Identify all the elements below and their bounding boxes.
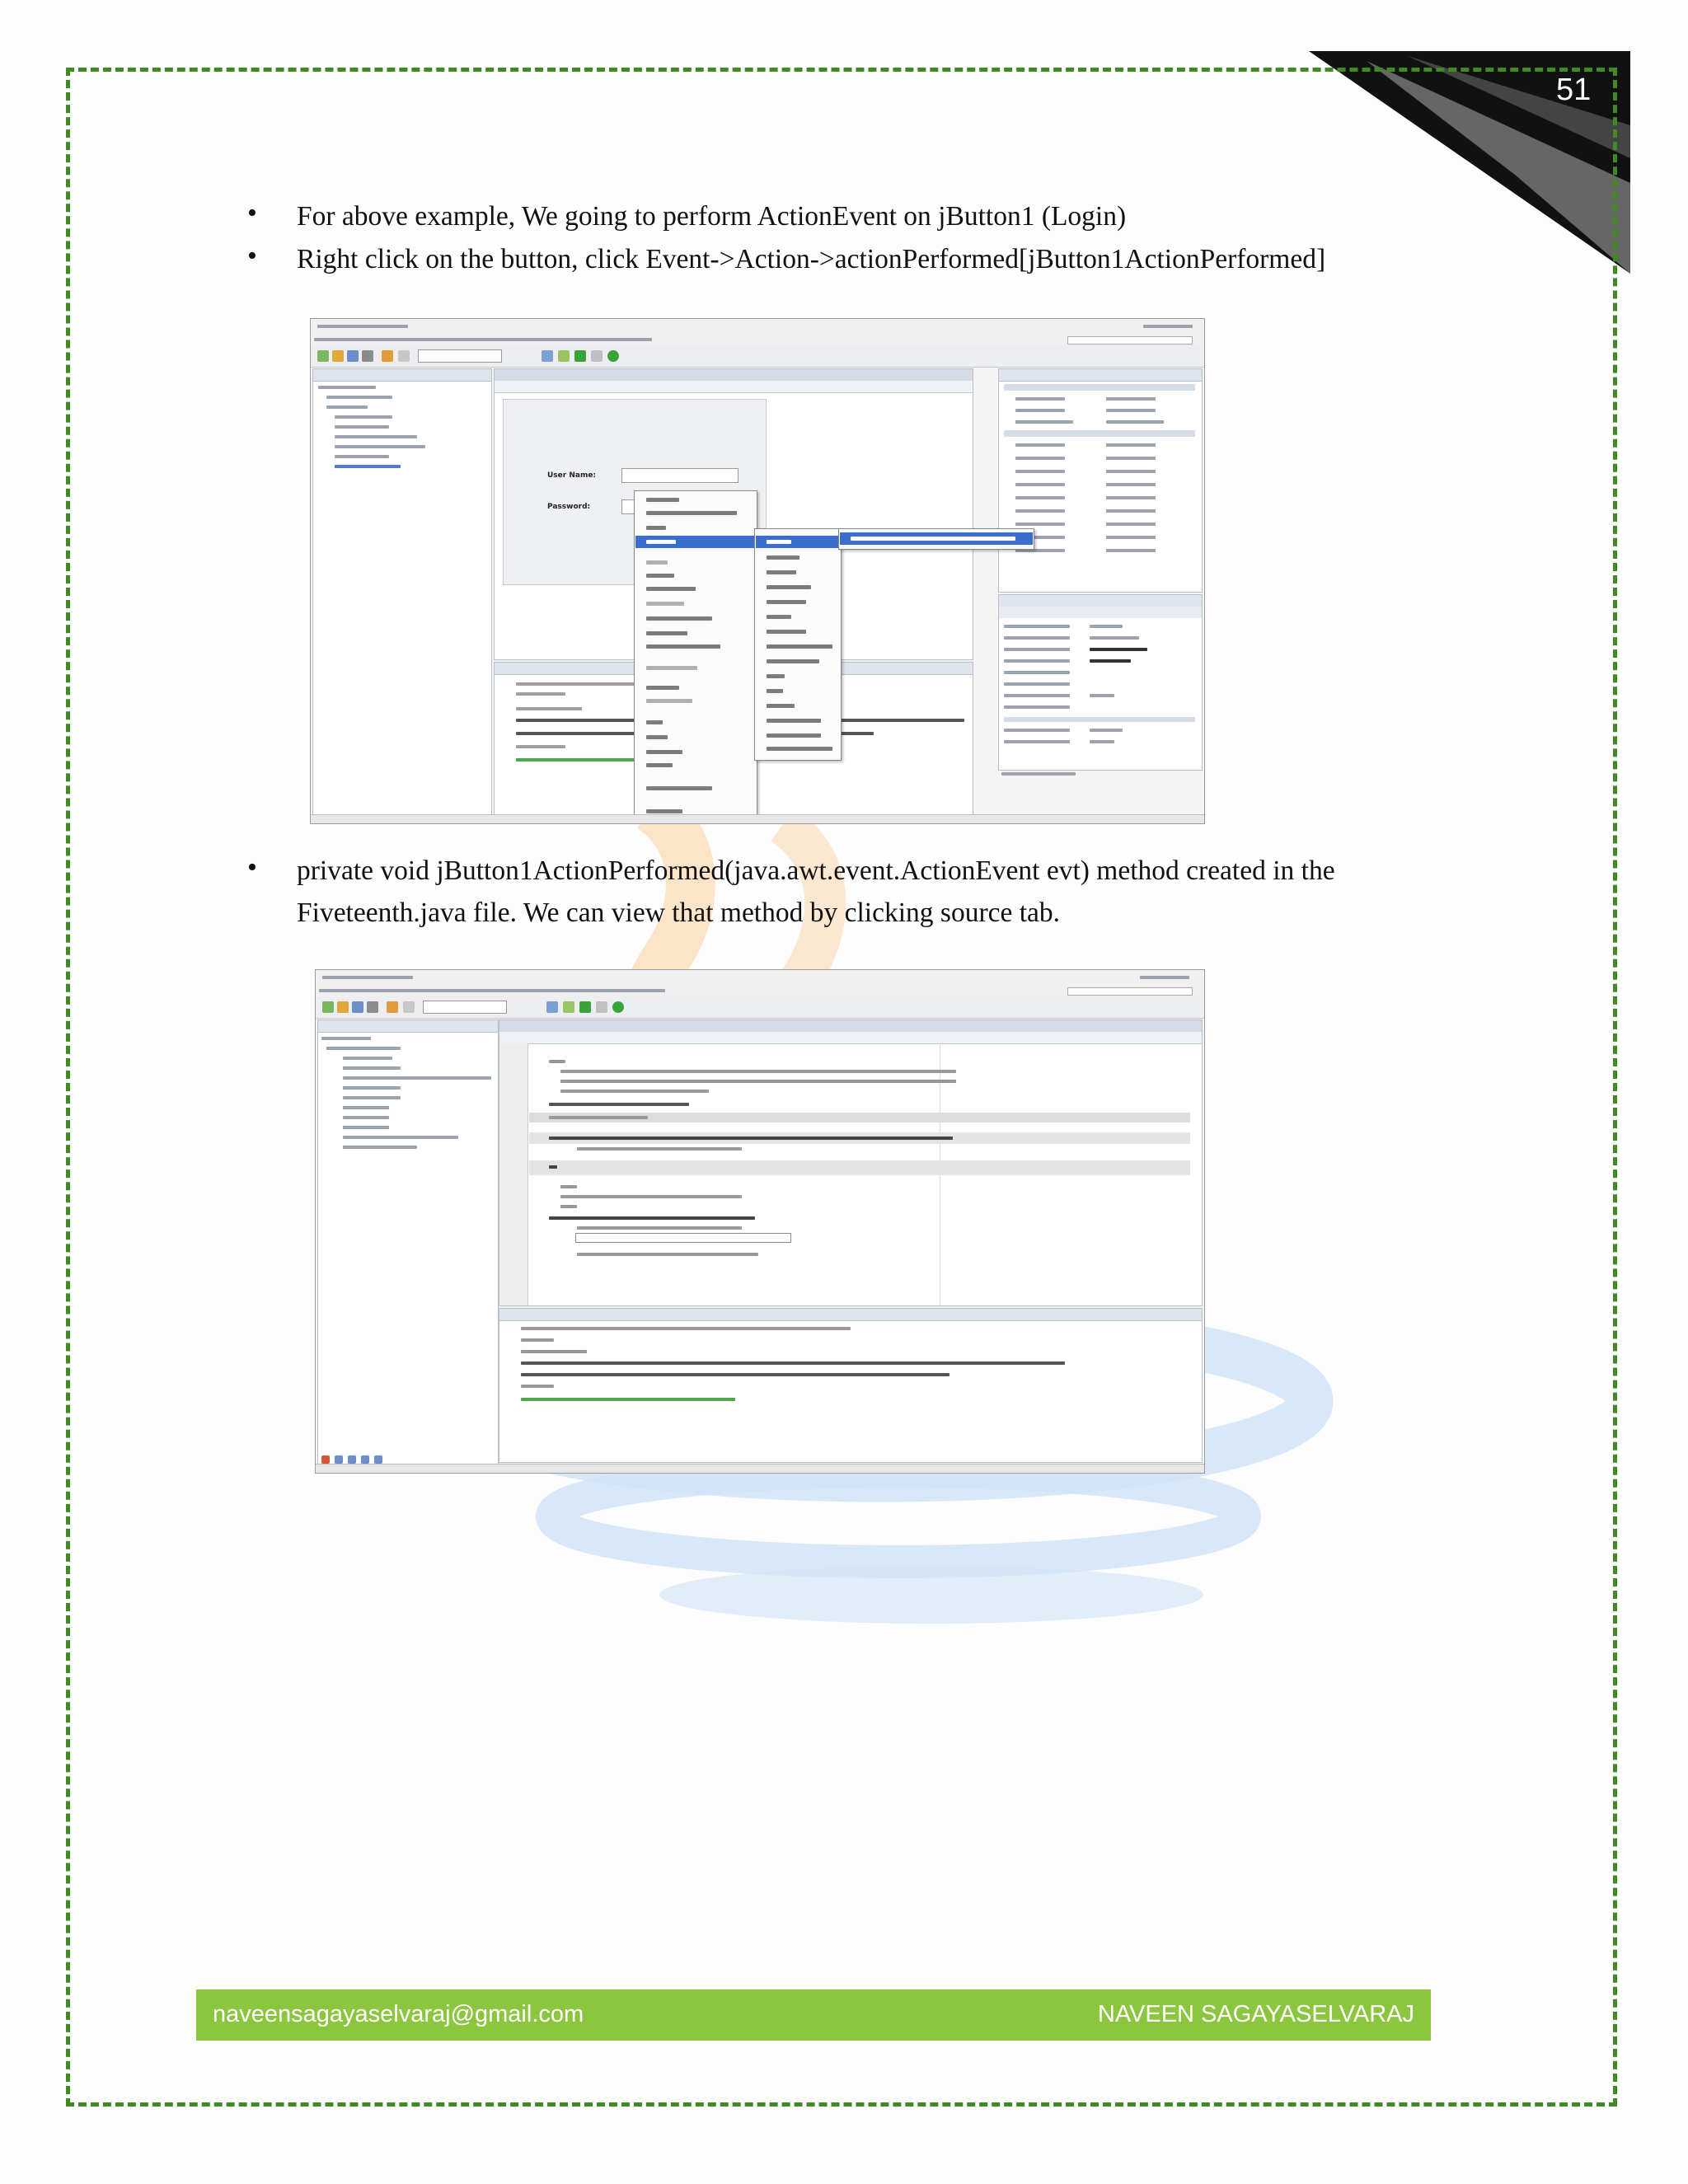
- footer-author-name: NAVEEN SAGAYASELVARAJ: [1097, 2001, 1414, 2027]
- footer-email: naveensagayaselvaraj@gmail.com: [213, 2001, 584, 2027]
- output-panel: [499, 1308, 1203, 1463]
- bullet-text: private void jButton1ActionPerformed(java.awt.event.ActionEvent evt) method created in the: [297, 855, 1335, 886]
- navigator-label: [1001, 772, 1076, 776]
- projects-panel: [312, 368, 492, 823]
- palette-panel: [998, 368, 1203, 593]
- action-submenu[interactable]: [838, 528, 1034, 550]
- navigator-panel: [317, 1019, 499, 1473]
- menu-bar: [311, 334, 1204, 345]
- username-field: [621, 468, 738, 483]
- window-titlebar: [311, 319, 1204, 334]
- source-editor-panel: [499, 1019, 1203, 1306]
- bullet-dot: •: [247, 198, 257, 228]
- properties-panel: [998, 594, 1203, 771]
- page-footer: [196, 1990, 1431, 2041]
- password-label: Password:: [547, 503, 591, 511]
- username-label: User Name:: [547, 471, 597, 480]
- menu-bar: [316, 985, 1204, 996]
- context-menu[interactable]: [634, 490, 757, 822]
- window-titlebar: [316, 970, 1204, 985]
- toolbar: [311, 345, 1204, 368]
- bullet-dot: •: [247, 852, 257, 883]
- bullet-text: For above example, We going to perform ActionEvent on jButton1 (Login): [297, 201, 1127, 232]
- netbeans-source-screenshot: [315, 969, 1205, 1474]
- page-number: 51: [1556, 73, 1592, 107]
- bullet-text: Right click on the button, click Event->Action->actionPerformed[jButton1ActionPerformed]: [297, 244, 1326, 274]
- events-submenu[interactable]: [754, 528, 842, 761]
- netbeans-design-screenshot: [310, 318, 1205, 824]
- toolbar: [316, 996, 1204, 1019]
- bullet-dot: •: [247, 241, 257, 271]
- bullet-text-continued: Fiveteenth.java file. We can view that method by clicking source tab.: [297, 898, 1061, 928]
